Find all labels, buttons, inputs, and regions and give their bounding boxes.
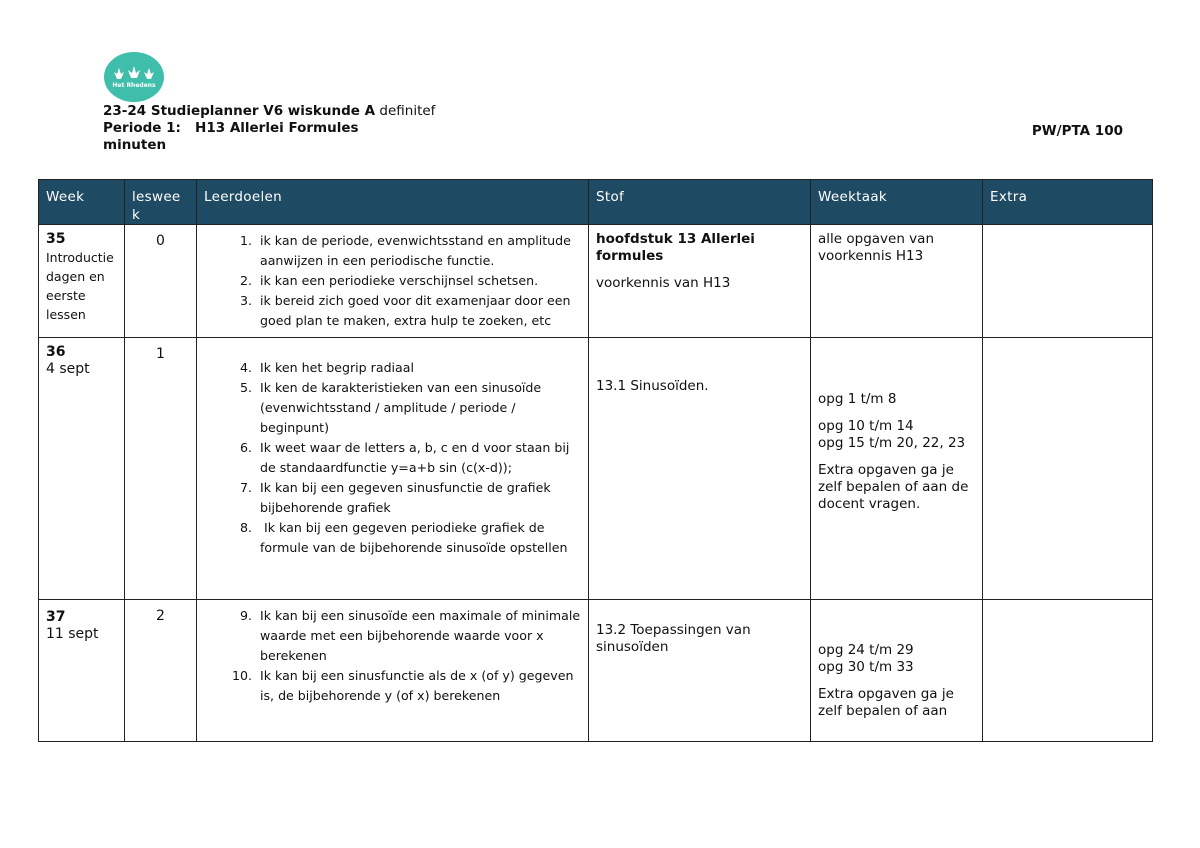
period-line xyxy=(103,120,1133,137)
weektaak-item: Extra opgaven ga je zelf bepalen of aan xyxy=(818,686,954,719)
period-topic: H13 Allerlei Formules xyxy=(195,120,359,136)
goals-cell xyxy=(197,600,589,742)
weektaak-item: opg 24 t/m 29 xyxy=(818,642,914,658)
weektaak-cell xyxy=(811,600,983,742)
table-row xyxy=(39,600,1153,742)
stof-text: voorkennis van H13 xyxy=(596,275,731,291)
stof-cell xyxy=(589,338,811,600)
header-stof: Stof xyxy=(589,180,811,225)
lesweek-cell: 2 xyxy=(125,600,197,742)
goal-item: 2. ik kan een periodieke verschijnsel schetsen. xyxy=(256,271,581,291)
week-number: 35 xyxy=(46,231,66,247)
week-date: 11 sept xyxy=(46,626,99,642)
header-leerdoelen: Leerdoelen xyxy=(197,180,589,225)
stof-text: 13.1 Sinusoïden. xyxy=(596,378,709,394)
header-weektaak: Weektaak xyxy=(811,180,983,225)
goals-list xyxy=(204,358,581,558)
header-extra: Extra xyxy=(983,180,1153,225)
header-lesweek: lesweek xyxy=(125,180,197,225)
weektaak-item: Extra opgaven ga je zelf bepalen of aan de docent vragen. xyxy=(818,462,969,512)
table-row xyxy=(39,338,1153,600)
header-week: Week xyxy=(39,180,125,225)
study-planner-table xyxy=(38,179,1153,742)
goal-item: 5. Ik ken de karakteristieken van een sinusoïde (evenwichtsstand / amplitude / periode / beginpunt) xyxy=(256,378,581,438)
logo-text: Het Rhedens xyxy=(112,82,156,89)
goals-list xyxy=(204,231,581,331)
lesweek-cell: 0 xyxy=(125,225,197,338)
document-title xyxy=(103,103,1133,120)
weektaak-item: opg 15 t/m 20, 22, 23 xyxy=(818,435,966,451)
goal-item: 4. Ik ken het begrip radiaal xyxy=(256,358,581,378)
stof-title: hoofdstuk 13 Allerlei formules xyxy=(596,231,755,264)
week-date: 4 sept xyxy=(46,361,90,377)
document-header xyxy=(103,103,1133,154)
pw-pta-label: PW/PTA 100 xyxy=(1031,123,1123,139)
week-number: 36 xyxy=(46,344,66,360)
stof-cell xyxy=(589,225,811,338)
extra-cell xyxy=(983,600,1153,742)
weektaak-cell xyxy=(811,225,983,338)
stof-cell xyxy=(589,600,811,742)
weektaak-item: alle opgaven van voorkennis H13 xyxy=(818,231,935,264)
week-cell xyxy=(39,338,125,600)
goal-item: 7. Ik kan bij een gegeven sinusfunctie de grafiek bijbehorende grafiek xyxy=(256,478,581,518)
title-suffix: definitef xyxy=(375,103,436,119)
goals-list xyxy=(204,606,581,706)
week-subtitle: Introductie dagen en eerste lessen xyxy=(46,250,114,322)
extra-cell xyxy=(983,338,1153,600)
goal-item: 10. Ik kan bij een sinusfunctie als de x (of y) gegeven is, de bijbehorende y (of x) berekenen xyxy=(256,666,581,706)
goal-item: 6. Ik weet waar de letters a, b, c en d voor staan bij de standaardfunctie y=a+b sin (c(x-d)); xyxy=(256,438,581,478)
table-header-row xyxy=(39,180,1153,225)
school-logo xyxy=(104,52,164,102)
extra-cell xyxy=(983,225,1153,338)
period-label: Periode 1: xyxy=(103,120,181,136)
weektaak-item: opg 30 t/m 33 xyxy=(818,659,914,675)
table-row xyxy=(39,225,1153,338)
weektaak-item: opg 1 t/m 8 xyxy=(818,391,897,407)
goals-cell xyxy=(197,338,589,600)
goal-item: 9. Ik kan bij een sinusoïde een maximale of minimale waarde met een bijbehorende waarde voor x berekenen xyxy=(256,606,581,666)
flowers-icon xyxy=(111,65,157,81)
week-cell xyxy=(39,600,125,742)
goal-item: 1. ik kan de periode, evenwichtsstand en amplitude aanwijzen in een periodische functie. xyxy=(256,231,581,271)
stof-text: 13.2 Toepassingen van sinusoïden xyxy=(596,622,751,655)
week-number: 37 xyxy=(46,609,66,625)
weektaak-item: opg 10 t/m 14 xyxy=(818,418,914,434)
goal-item: 8. Ik kan bij een gegeven periodieke grafiek de formule van de bijbehorende sinusoïde opstellen xyxy=(256,518,581,558)
week-cell xyxy=(39,225,125,338)
period-minutes: minuten xyxy=(103,137,167,153)
title-bold: 23-24 Studieplanner V6 wiskunde A xyxy=(103,103,376,119)
goals-cell xyxy=(197,225,589,338)
goal-item: 3. ik bereid zich goed voor dit examenjaar door een goed plan te maken, extra hulp te zoeken, etc xyxy=(256,291,581,331)
lesweek-cell: 1 xyxy=(125,338,197,600)
weektaak-cell xyxy=(811,338,983,600)
